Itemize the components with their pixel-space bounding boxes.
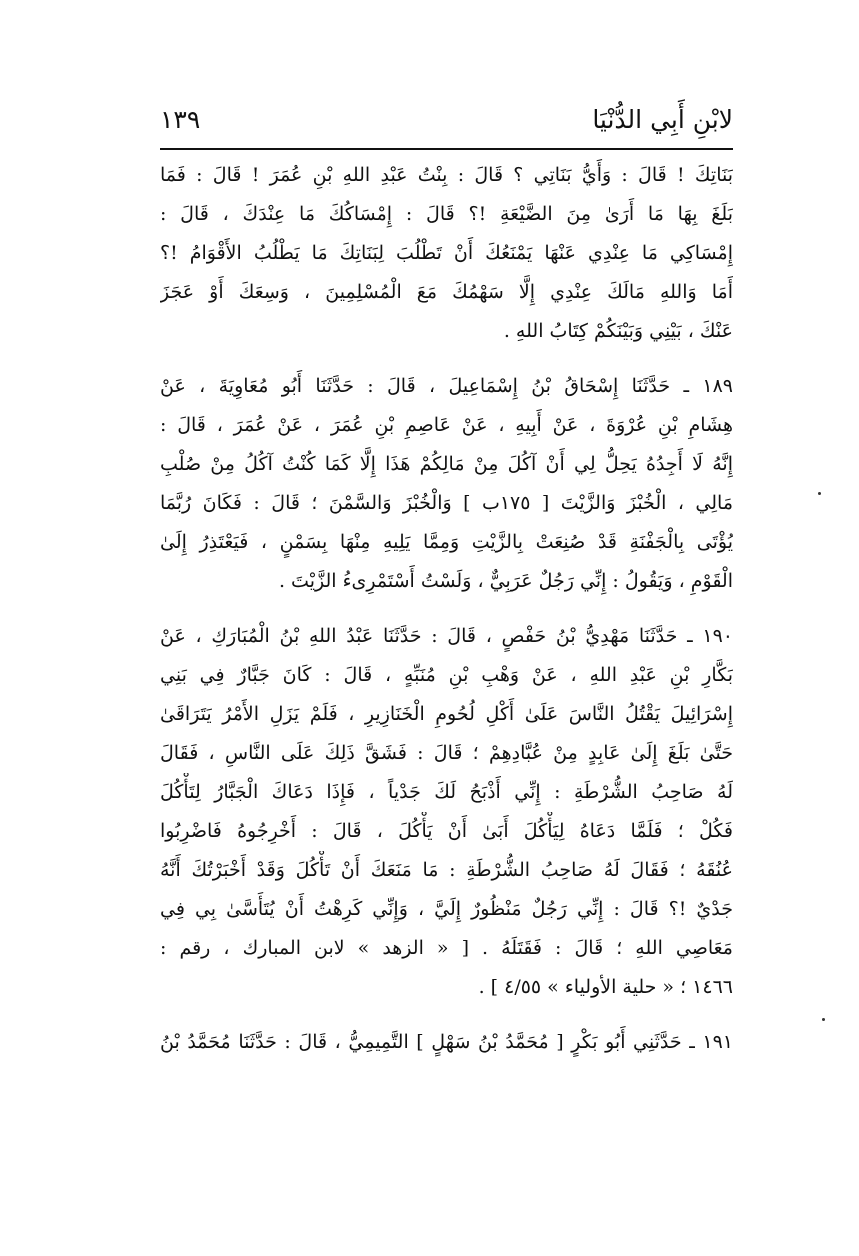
text-line: مَعَاصِي اللهِ ؛ قَالَ : فَقَتَلَهُ . [ « الزهد » لابن المبارك ، رقم : [160,937,733,959]
text-line: عُنُقَهُ ؛ فَقَالَ لَهُ صَاحِبُ الشُّرْطَةِ : مَا مَنَعَكَ أَنْ تَأْكُلَ وَقَدْ أَخْبَرْتُكَ أَنَّهُ [160,859,733,881]
text-line: إِنَّهُ لَا أَجِدُهُ يَحِلُّ لِي أَنْ آكُلَ مِنْ مَالِكُمْ هَذَا إِلَّا كَمَا كُنْتُ آكُلُ مِنْ صُلْبِ [160,453,733,475]
text-line: ١٩٠ ـ حَدَّثَنَا مَهْدِيُّ بْنُ حَفْصٍ ، قَالَ : حَدَّثَنَا عَبْدُ اللهِ بْنُ الْمُبَارَكِ ، عَنْ [160,625,733,647]
text-line: ١٨٩ ـ حَدَّثَنَا إِسْحَاقُ بْنُ إِسْمَاعِيلَ ، قَالَ : حَدَّثَنَا أَبُو مُعَاوِيَةَ ، عَنْ [160,375,733,397]
paragraph-continuation [160,156,733,351]
paragraph-gap [160,1007,733,1023]
text-line: بَكَّارِ بْنِ عَبْدِ اللهِ ، عَنْ وَهْبِ بْنِ مُنَبِّهٍ ، قَالَ : كَانَ جَبَّارٌ فِي بَنِي [160,664,733,686]
text-line: حَتَّىٰ بَلَغَ إِلَىٰ عَابِدٍ مِنْ عُبَّادِهِمْ ؛ قَالَ : فَشَقَّ ذَلِكَ عَلَى النَّاسِ ، فَقَالَ [160,742,733,764]
paragraph-190 [160,617,733,1007]
text-line: هِشَامِ بْنِ عُرْوَةَ ، عَنْ أَبِيهِ ، عَنْ عَاصِمِ بْنِ عُمَرَ ، عَنْ عُمَرَ ، قَالَ : [160,414,733,436]
text-line: فَكُلْ ؛ فَلَمَّا دَعَاهُ لِيَأْكُلَ أَبَىٰ أَنْ يَأْكُلَ ، قَالَ : أَخْرِجُوهُ فَاضْرِبُوا [160,820,733,842]
text-line: عَنْكَ ، بَيْنِي وَبَيْنَكُمْ كِتَابُ اللهِ . [503,320,733,342]
page-header [160,98,733,150]
text-line: إِسْرَائِيلَ يَقْتُلُ النَّاسَ عَلَىٰ أَكْلِ لُحُومِ الْخَنَازِيرِ ، فَلَمْ يَزَلِ الأَمْرُ يَتَرَاقَىٰ [160,703,733,725]
scan-speck [818,492,821,495]
page-number: ١٣٩ [160,105,201,134]
text-line: إِمْسَاكِي مَا عِنْدِي عَنْهَا يَمْنَعُكَ أَنْ تَطْلُبَ لِبَنَاتِكَ مَا يَطْلُبُ الأَقْوَامُ !؟ [160,242,733,264]
text-line: لَهُ صَاحِبُ الشُّرْطَةِ : إِنِّي أَذْبَحُ لَكَ جَدْياً ، فَإِذَا دَعَاكَ الْجَبَّارُ لِتَأْكُلَ [160,781,733,803]
paragraph-191 [160,1023,733,1062]
text-line: بَنَاتِكَ ! قَالَ : وَأَيُّ بَنَاتِي ؟ قَالَ : بِنْتُ عَبْدِ اللهِ بْنِ عُمَرَ ! قَالَ : فَمَا [160,164,733,186]
text-line: الْقَوْمِ ، وَيَقُولُ : إِنِّي رَجُلٌ عَرَبِيٌّ ، وَلَسْتُ أَسْتَمْرِىءُ الزَّيْتَ . [278,570,733,592]
text-line: ١٩١ ـ حَدَّثَنِي أَبُو بَكْرٍ [ مُحَمَّدُ بْنُ سَهْلٍ ] التَّمِيمِيُّ ، قَالَ : حَدَّثَنَا مُحَمَّدُ بْنُ [160,1031,733,1053]
scan-speck [822,1018,825,1021]
text-line: ١٤٦٦ ؛ « حلية الأولياء » ٤/٥٥ ] . [478,976,733,998]
paragraph-189 [160,367,733,601]
text-line: بَلَغَ بِهَا مَا أَرَىٰ مِنَ الضَّيْعَةِ !؟ قَالَ : إِمْسَاكُكَ مَا عِنْدَكَ ، قَالَ : [160,203,733,225]
running-title: لابْنِ أَبِي الدُّنْيَا [592,105,733,134]
header-rule [160,148,733,150]
text-line: مَالِي ، الْخُبْزَ وَالزَّيْتَ [ ١٧٥ب ] وَالْخُبْزَ وَالسَّمْنَ ؛ قَالَ : فَكَانَ رُبَّمَا [160,492,733,514]
body-text [160,156,733,1062]
text-line: أَمَا وَاللهِ مَالَكَ عِنْدِي إِلَّا سَهْمُكَ مَعَ الْمُسْلِمِينَ ، وَسِعَكَ أَوْ عَجَزَ [160,281,733,303]
text-line: يُؤْتَى بِالْجَفْنَةِ قَدْ صُنِعَتْ بِالزَّيْتِ وَمِمَّا يَلِيهِ مِنْهَا بِسَمْنٍ ، فَيَعْتَذِرُ إِلَىٰ [160,531,733,553]
paragraph-gap [160,351,733,367]
paragraph-gap [160,601,733,617]
text-line: جَدْيٌ !؟ قَالَ : إِنِّي رَجُلٌ مَنْظُورٌ إِلَيَّ ، وَإِنِّي كَرِهْتُ أَنْ يُتَأَسَّىٰ بِي فِي [160,898,733,920]
